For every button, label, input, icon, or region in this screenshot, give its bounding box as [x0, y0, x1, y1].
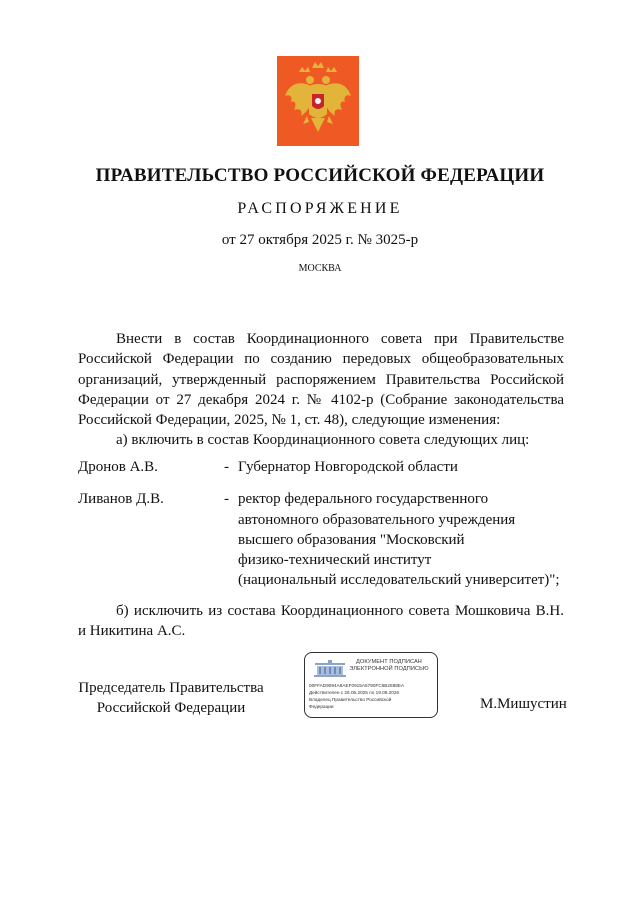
person-list	[78, 457, 568, 591]
person-description: ректор федерального государственного автономного образовательного учреждения высшего образования "Московский физико-технический институт (национальный исследовательский университет)";	[238, 491, 560, 589]
stamp-title-line: ЭЛЕКТРОННОЙ ПОДПИСЬЮ	[349, 665, 429, 672]
certificate-validity: Действителен с 26.06.2025 по 19.09.2026	[309, 690, 400, 695]
building-icon	[313, 659, 347, 679]
person-name: Ливанов Д.В.	[78, 491, 164, 508]
person-entry	[78, 489, 568, 590]
government-title: ПРАВИТЕЛЬСТВО РОССИЙСКОЙ ФЕДЕРАЦИИ	[95, 165, 545, 186]
stamp-title	[343, 659, 435, 672]
item-b-paragraph: б) исключить из состава Координационного совета Мошковича В.Н. и Никитина А.С.	[78, 603, 564, 640]
signatory-position	[78, 678, 264, 719]
item-b-block	[78, 601, 564, 642]
item-a-paragraph: а) включить в состав Координационного совета следующих лиц:	[116, 432, 530, 449]
signatory-position-line: Российской Федерации	[96, 700, 246, 717]
person-dash: -	[224, 459, 229, 475]
intro-paragraph: Внести в состав Координационного совета при Правительстве Российской Федерации по созданию передовых общеобразовательных организаций, утвержденный распоряжением Правительства Российской Федерации от 27 декабря 2024 г. № 4102-р (Собрание законодательства Российской Федерации, 2025, № 1, ст. 48), следующие изменения:	[78, 331, 564, 429]
person-entry	[78, 457, 568, 477]
document-date-number: от 27 октября 2025 г. № 3025-р	[221, 232, 419, 248]
person-name: Дронов А.В.	[78, 459, 158, 475]
certificate-owner: Федерации	[309, 704, 334, 709]
certificate-owner: Владелец Правительство Российской	[309, 697, 392, 702]
signatory-position-line: Председатель Правительства	[78, 680, 264, 696]
order-body	[78, 329, 564, 451]
electronic-signature-stamp	[304, 652, 438, 718]
document-city: МОСКВА	[298, 263, 342, 274]
person-description: Губернатор Новгородской области	[238, 459, 458, 475]
coat-of-arms-icon	[277, 56, 359, 146]
person-dash: -	[224, 491, 229, 508]
signatory-name: М.Мишустин	[480, 696, 567, 712]
stamp-title-line: ДОКУМЕНТ ПОДПИСАН	[356, 659, 422, 665]
certificate-serial: 00FFAD9094A8AEF0915A5790FC6B2588EA	[309, 683, 405, 688]
document-type: РАСПОРЯЖЕНИЕ	[237, 200, 403, 217]
